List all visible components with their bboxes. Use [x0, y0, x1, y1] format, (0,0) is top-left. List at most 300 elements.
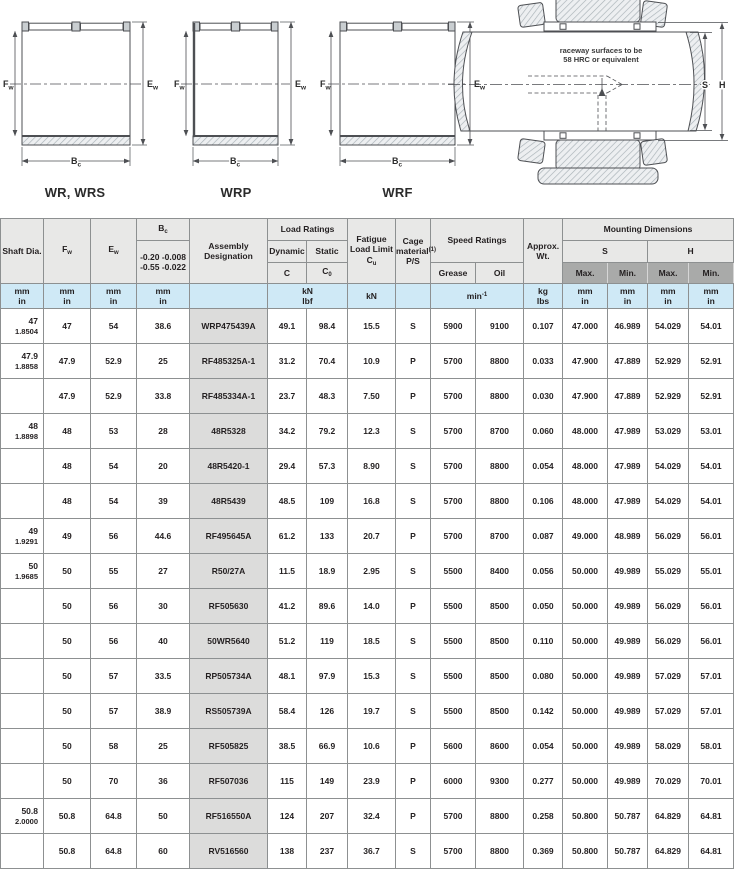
cell-fw: 47.9 — [44, 344, 91, 379]
cell-fw: 48 — [44, 484, 91, 519]
cell-shaft-dia — [1, 309, 44, 344]
shaft-in-value: 1.9685 — [15, 571, 38, 581]
units-s-min: mm in — [608, 284, 648, 309]
shaft-in-value: 1.8898 — [15, 431, 38, 441]
units-fatigue: kN — [348, 284, 396, 309]
diagram-label-wrp: WRP — [220, 185, 252, 200]
cell-speed-grease: 5500 — [431, 589, 476, 624]
drawings-panel — [0, 0, 733, 218]
units-load: kN lbf — [268, 284, 348, 309]
cell-shaft-dia — [1, 694, 44, 729]
col-header-oil: Oil — [476, 263, 524, 284]
cell-dynamic-c: 34.2 — [268, 414, 307, 449]
cell-static-c0: 66.9 — [307, 729, 348, 764]
fatigue-cu: $C_u$ — [366, 254, 377, 267]
cell-fatigue-cu: 15.3 — [348, 659, 396, 694]
cell-ew: 58 — [91, 729, 137, 764]
cell-ew: 56 — [91, 624, 137, 659]
raceway-note-line1: raceway surfaces to be — [559, 46, 643, 55]
table-body — [1, 309, 734, 869]
cell-assembly-designation: RF485334A-1 — [190, 379, 268, 414]
cell-approx-wt: 0.033 — [524, 344, 563, 379]
cell-cage-material: S — [396, 624, 431, 659]
cell-approx-wt: 0.110 — [524, 624, 563, 659]
dim-label-ew-1: $E_w$ — [147, 79, 159, 92]
cell-fw: 49 — [44, 519, 91, 554]
cell-speed-grease: 5600 — [431, 729, 476, 764]
cell-s-min: 46.989 — [608, 309, 648, 344]
cell-dynamic-c: 31.2 — [268, 344, 307, 379]
cell-fatigue-cu: 15.5 — [348, 309, 396, 344]
cell-fw: 50.8 — [44, 834, 91, 869]
cell-ew: 57 — [91, 694, 137, 729]
cell-fw: 50 — [44, 589, 91, 624]
cell-approx-wt: 0.369 — [524, 834, 563, 869]
cell-h-min: 57.01 — [689, 659, 734, 694]
group-header-mounting: Mounting Dimensions — [563, 219, 734, 241]
cell-s-min: 49.989 — [608, 764, 648, 799]
cell-fatigue-cu: 7.50 — [348, 379, 396, 414]
cell-shaft-dia — [1, 659, 44, 694]
cell-static-c0: 133 — [307, 519, 348, 554]
cell-h-max: 54.029 — [648, 449, 689, 484]
col-header-static: Static — [307, 241, 348, 263]
table-row — [1, 659, 734, 694]
cell-s-min: 47.989 — [608, 484, 648, 519]
cell-h-max: 70.029 — [648, 764, 689, 799]
cell-cage-material: S — [396, 449, 431, 484]
shaft-assembly-diagram — [448, 0, 728, 184]
cell-speed-oil: 8500 — [476, 624, 524, 659]
cell-speed-grease: 5500 — [431, 624, 476, 659]
units-fw: mm in — [44, 284, 91, 309]
cell-s-max: 50.800 — [563, 799, 608, 834]
cell-shaft-dia — [1, 484, 44, 519]
cell-speed-grease: 5700 — [431, 484, 476, 519]
cell-bc: 33.5 — [137, 659, 190, 694]
cell-static-c0: 149 — [307, 764, 348, 799]
cell-shaft-dia — [1, 834, 44, 869]
cell-static-c0: 119 — [307, 624, 348, 659]
col-header-fw: $F_w$ — [44, 219, 91, 284]
table-row — [1, 449, 734, 484]
shaft-mm-value: 47.9 — [21, 351, 38, 362]
cell-assembly-designation: RV516560 — [190, 834, 268, 869]
cell-approx-wt: 0.142 — [524, 694, 563, 729]
approx-line2: Wt. — [536, 251, 550, 261]
shaft-mm-value: 47 — [28, 316, 38, 327]
cell-s-max: 50.000 — [563, 624, 608, 659]
cell-fatigue-cu: 16.8 — [348, 484, 396, 519]
cell-s-min: 49.989 — [608, 624, 648, 659]
cell-speed-oil: 8500 — [476, 694, 524, 729]
cell-h-max: 58.029 — [648, 729, 689, 764]
cell-s-min: 49.989 — [608, 729, 648, 764]
cell-dynamic-c: 48.5 — [268, 484, 307, 519]
cell-assembly-designation: RF507036 — [190, 764, 268, 799]
col-header-c0: $C_0$ — [307, 263, 348, 284]
cell-s-max: 49.000 — [563, 519, 608, 554]
col-header-s-min: Min. — [608, 263, 648, 284]
cell-s-min: 47.989 — [608, 449, 648, 484]
bc-tol-line2: -0.55 -0.022 — [140, 262, 186, 272]
cell-speed-grease: 5700 — [431, 519, 476, 554]
cell-fatigue-cu: 18.5 — [348, 624, 396, 659]
cell-ew: 53 — [91, 414, 137, 449]
cell-h-min: 54.01 — [689, 449, 734, 484]
cell-cage-material: S — [396, 834, 431, 869]
cell-approx-wt: 0.060 — [524, 414, 563, 449]
cell-cage-material: P — [396, 799, 431, 834]
cell-fw: 47.9 — [44, 379, 91, 414]
cage-line3: P/S — [406, 256, 420, 267]
cell-dynamic-c: 138 — [268, 834, 307, 869]
cell-shaft-dia — [1, 344, 44, 379]
col-header-h-max: Max. — [648, 263, 689, 284]
cell-shaft-dia — [1, 799, 44, 834]
bearing-diagram-wr-wrs — [10, 22, 147, 166]
cell-ew: 64.8 — [91, 834, 137, 869]
cell-bc: 36 — [137, 764, 190, 799]
cell-shaft-dia — [1, 414, 44, 449]
cell-cage-material: S — [396, 554, 431, 589]
cell-fatigue-cu: 32.4 — [348, 799, 396, 834]
cell-approx-wt: 0.050 — [524, 589, 563, 624]
cell-shaft-dia — [1, 379, 44, 414]
cell-dynamic-c: 38.5 — [268, 729, 307, 764]
cell-assembly-designation: RF516550A — [190, 799, 268, 834]
shaft-in-value: 1.8504 — [15, 326, 38, 336]
cell-approx-wt: 0.106 — [524, 484, 563, 519]
cell-cage-material: S — [396, 309, 431, 344]
table-row — [1, 589, 734, 624]
cell-speed-grease: 5700 — [431, 799, 476, 834]
cell-assembly-designation: 48R5439 — [190, 484, 268, 519]
cell-cage-material: S — [396, 484, 431, 519]
cell-fw: 50.8 — [44, 799, 91, 834]
cell-shaft-dia — [1, 764, 44, 799]
cell-s-max: 50.000 — [563, 589, 608, 624]
units-wt: kg lbs — [524, 284, 563, 309]
cell-s-max: 47.000 — [563, 309, 608, 344]
cell-s-max: 50.000 — [563, 694, 608, 729]
dim-label-fw-2: $F_w$ — [174, 79, 185, 92]
cell-cage-material: P — [396, 589, 431, 624]
cell-static-c0: 57.3 — [307, 449, 348, 484]
shaft-mm-value: 50.8 — [21, 806, 38, 817]
group-header-load-ratings: Load Ratings — [268, 219, 348, 241]
cell-shaft-dia — [1, 729, 44, 764]
cell-bc: 39 — [137, 484, 190, 519]
units-ew: mm in — [91, 284, 137, 309]
cell-fw: 50 — [44, 729, 91, 764]
cell-speed-grease: 5700 — [431, 449, 476, 484]
cell-speed-grease: 5700 — [431, 344, 476, 379]
cell-static-c0: 237 — [307, 834, 348, 869]
table-header — [1, 219, 734, 309]
cell-fatigue-cu: 10.6 — [348, 729, 396, 764]
cell-shaft-dia — [1, 589, 44, 624]
cell-ew: 54 — [91, 309, 137, 344]
cell-speed-oil: 8500 — [476, 589, 524, 624]
table-row — [1, 414, 734, 449]
cell-static-c0: 70.4 — [307, 344, 348, 379]
cell-bc: 50 — [137, 799, 190, 834]
cell-cage-material: S — [396, 414, 431, 449]
cell-h-min: 56.01 — [689, 519, 734, 554]
bearing-diagram-wrp — [181, 22, 295, 166]
cell-ew: 52.9 — [91, 379, 137, 414]
col-header-approx-wt — [524, 219, 563, 284]
cell-h-min: 55.01 — [689, 554, 734, 589]
cell-speed-oil: 8800 — [476, 379, 524, 414]
cell-ew: 54 — [91, 449, 137, 484]
cell-h-max: 52.929 — [648, 344, 689, 379]
fatigue-line2: Load Limit — [350, 244, 393, 255]
cell-speed-grease: 5500 — [431, 694, 476, 729]
cell-h-min: 57.01 — [689, 694, 734, 729]
cell-assembly-designation: R50/27A — [190, 554, 268, 589]
cell-bc: 28 — [137, 414, 190, 449]
table-row — [1, 729, 734, 764]
bc-tol-line1: -0.20 -0.008 — [140, 251, 186, 262]
table-row — [1, 764, 734, 799]
col-header-fatigue — [348, 219, 396, 284]
cell-assembly-designation: 48R5420-1 — [190, 449, 268, 484]
group-header-s: S — [563, 241, 648, 263]
cell-static-c0: 207 — [307, 799, 348, 834]
cell-s-max: 47.900 — [563, 379, 608, 414]
cell-h-max: 52.929 — [648, 379, 689, 414]
cell-fatigue-cu: 36.7 — [348, 834, 396, 869]
cell-h-min: 52.91 — [689, 379, 734, 414]
cell-fatigue-cu: 12.3 — [348, 414, 396, 449]
cell-approx-wt: 0.080 — [524, 659, 563, 694]
cell-speed-oil: 8800 — [476, 834, 524, 869]
cell-s-min: 49.989 — [608, 589, 648, 624]
col-header-shaft-dia: Shaft Dia. — [1, 219, 44, 284]
cell-fw: 50 — [44, 694, 91, 729]
cell-speed-oil: 9100 — [476, 309, 524, 344]
cell-speed-grease: 5700 — [431, 414, 476, 449]
cell-fatigue-cu: 8.90 — [348, 449, 396, 484]
cell-dynamic-c: 41.2 — [268, 589, 307, 624]
table-row — [1, 309, 734, 344]
cell-dynamic-c: 48.1 — [268, 659, 307, 694]
dim-label-ew-3: $E_w$ — [474, 79, 486, 92]
cell-speed-oil: 8800 — [476, 344, 524, 379]
units-shaft: mm in — [1, 284, 44, 309]
cell-h-max: 64.829 — [648, 834, 689, 869]
cell-s-min: 50.787 — [608, 799, 648, 834]
cell-fatigue-cu: 23.9 — [348, 764, 396, 799]
cell-speed-oil: 9300 — [476, 764, 524, 799]
table-row — [1, 799, 734, 834]
cell-speed-oil: 8600 — [476, 729, 524, 764]
cell-shaft-dia — [1, 624, 44, 659]
cell-h-max: 56.029 — [648, 519, 689, 554]
cell-assembly-designation: RS505739A — [190, 694, 268, 729]
dim-label-bc-1: $B_c$ — [71, 156, 82, 169]
cell-s-max: 50.000 — [563, 729, 608, 764]
table-row — [1, 484, 734, 519]
cell-h-min: 64.81 — [689, 834, 734, 869]
cell-approx-wt: 0.054 — [524, 449, 563, 484]
cell-static-c0: 109 — [307, 484, 348, 519]
cell-ew: 55 — [91, 554, 137, 589]
shaft-mm-value: 48 — [28, 421, 38, 432]
cell-s-min: 50.787 — [608, 834, 648, 869]
cell-static-c0: 98.4 — [307, 309, 348, 344]
cell-assembly-designation: 50WR5640 — [190, 624, 268, 659]
units-speed: $\min^{-1}$ — [431, 284, 524, 309]
cell-h-max: 57.029 — [648, 659, 689, 694]
cell-speed-oil: 8800 — [476, 449, 524, 484]
dim-label-fw-3: $F_w$ — [320, 79, 331, 92]
col-header-c: C — [268, 263, 307, 284]
table-row — [1, 379, 734, 414]
cell-bc: 44.6 — [137, 519, 190, 554]
dim-label-fw-1: $F_w$ — [3, 79, 14, 92]
table-row — [1, 694, 734, 729]
col-header-dynamic: Dynamic — [268, 241, 307, 263]
cell-approx-wt: 0.258 — [524, 799, 563, 834]
cell-static-c0: 79.2 — [307, 414, 348, 449]
dim-label-s: S — [702, 80, 709, 90]
cell-cage-material: S — [396, 659, 431, 694]
cell-bc: 40 — [137, 624, 190, 659]
cell-bc: 60 — [137, 834, 190, 869]
cell-h-max: 54.029 — [648, 484, 689, 519]
table-row — [1, 554, 734, 589]
cell-dynamic-c: 11.5 — [268, 554, 307, 589]
cell-s-min: 49.989 — [608, 659, 648, 694]
cell-speed-oil: 8700 — [476, 414, 524, 449]
cell-speed-oil: 8800 — [476, 484, 524, 519]
diagram-label-wr-wrs: WR, WRS — [44, 185, 106, 200]
cell-dynamic-c: 51.2 — [268, 624, 307, 659]
cell-shaft-dia — [1, 554, 44, 589]
units-assembly — [190, 284, 268, 309]
cell-fw: 47 — [44, 309, 91, 344]
approx-line1: Approx. — [526, 240, 560, 251]
units-row — [1, 284, 734, 309]
cage-line1: Cage — [402, 235, 424, 246]
group-header-h: H — [648, 241, 734, 263]
dim-label-bc-2: $B_c$ — [230, 156, 241, 169]
cell-fatigue-cu: 20.7 — [348, 519, 396, 554]
cell-h-max: 57.029 — [648, 694, 689, 729]
cell-h-min: 70.01 — [689, 764, 734, 799]
cell-h-max: 64.829 — [648, 799, 689, 834]
cell-speed-grease: 5500 — [431, 554, 476, 589]
dim-label-h: H — [719, 80, 726, 90]
units-h-max: mm in — [648, 284, 689, 309]
cell-dynamic-c: 58.4 — [268, 694, 307, 729]
table-row — [1, 519, 734, 554]
cell-static-c0: 97.9 — [307, 659, 348, 694]
cell-assembly-designation: RF505630 — [190, 589, 268, 624]
cell-s-max: 50.000 — [563, 764, 608, 799]
cell-fw: 48 — [44, 414, 91, 449]
cell-h-min: 53.01 — [689, 414, 734, 449]
cell-dynamic-c: 124 — [268, 799, 307, 834]
cell-s-max: 50.000 — [563, 659, 608, 694]
cell-ew: 54 — [91, 484, 137, 519]
cell-cage-material: P — [396, 519, 431, 554]
cell-h-max: 54.029 — [648, 309, 689, 344]
cell-h-min: 56.01 — [689, 624, 734, 659]
shaft-in-value: 1.9291 — [15, 536, 38, 546]
cell-ew: 52.9 — [91, 344, 137, 379]
cell-speed-grease: 5700 — [431, 834, 476, 869]
table-row — [1, 624, 734, 659]
shaft-mm-value: 50 — [28, 561, 38, 572]
raceway-note-line2: 58 HRC or equivalent — [563, 55, 639, 64]
cell-h-max: 55.029 — [648, 554, 689, 589]
cell-bc: 27 — [137, 554, 190, 589]
cell-speed-oil: 8500 — [476, 659, 524, 694]
col-header-cage — [396, 219, 436, 284]
cell-ew: 57 — [91, 659, 137, 694]
cell-ew: 64.8 — [91, 799, 137, 834]
bearing-diagram-wrf — [328, 22, 474, 166]
dim-label-ew-2: $E_w$ — [295, 79, 307, 92]
table-row — [1, 344, 734, 379]
cell-fw: 50 — [44, 554, 91, 589]
cell-speed-grease: 5500 — [431, 659, 476, 694]
cell-bc: 20 — [137, 449, 190, 484]
cell-dynamic-c: 115 — [268, 764, 307, 799]
cell-bc: 33.8 — [137, 379, 190, 414]
cell-approx-wt: 0.056 — [524, 554, 563, 589]
cell-approx-wt: 0.054 — [524, 729, 563, 764]
cell-h-min: 54.01 — [689, 484, 734, 519]
cell-s-min: 47.889 — [608, 379, 648, 414]
cell-fatigue-cu: 19.7 — [348, 694, 396, 729]
cell-approx-wt: 0.087 — [524, 519, 563, 554]
cell-dynamic-c: 61.2 — [268, 519, 307, 554]
units-bc: mm in — [137, 284, 190, 309]
cell-h-min: 54.01 — [689, 309, 734, 344]
cell-approx-wt: 0.277 — [524, 764, 563, 799]
cell-cage-material: S — [396, 694, 431, 729]
shaft-mm-value: 49 — [28, 526, 38, 537]
col-header-s-max: Max. — [563, 263, 608, 284]
cell-ew: 70 — [91, 764, 137, 799]
cell-speed-oil: 8800 — [476, 799, 524, 834]
cell-cage-material: P — [396, 729, 431, 764]
cell-h-min: 64.81 — [689, 799, 734, 834]
cell-cage-material: P — [396, 344, 431, 379]
shaft-in-value: 1.8858 — [15, 361, 38, 371]
cage-line2: material$^{(1)}$ — [396, 245, 436, 256]
col-header-grease: Grease — [431, 263, 476, 284]
cell-assembly-designation: RF495645A — [190, 519, 268, 554]
cell-approx-wt: 0.107 — [524, 309, 563, 344]
col-header-bc-tolerance — [137, 241, 190, 284]
cell-fw: 48 — [44, 449, 91, 484]
cell-s-max: 48.000 — [563, 414, 608, 449]
cell-s-min: 47.989 — [608, 414, 648, 449]
spec-table — [0, 218, 734, 869]
cell-assembly-designation: WRP475439A — [190, 309, 268, 344]
cell-s-max: 48.000 — [563, 484, 608, 519]
cell-fw: 50 — [44, 764, 91, 799]
cell-fatigue-cu: 2.95 — [348, 554, 396, 589]
diagram-label-wrf: WRF — [382, 185, 413, 200]
cell-static-c0: 126 — [307, 694, 348, 729]
